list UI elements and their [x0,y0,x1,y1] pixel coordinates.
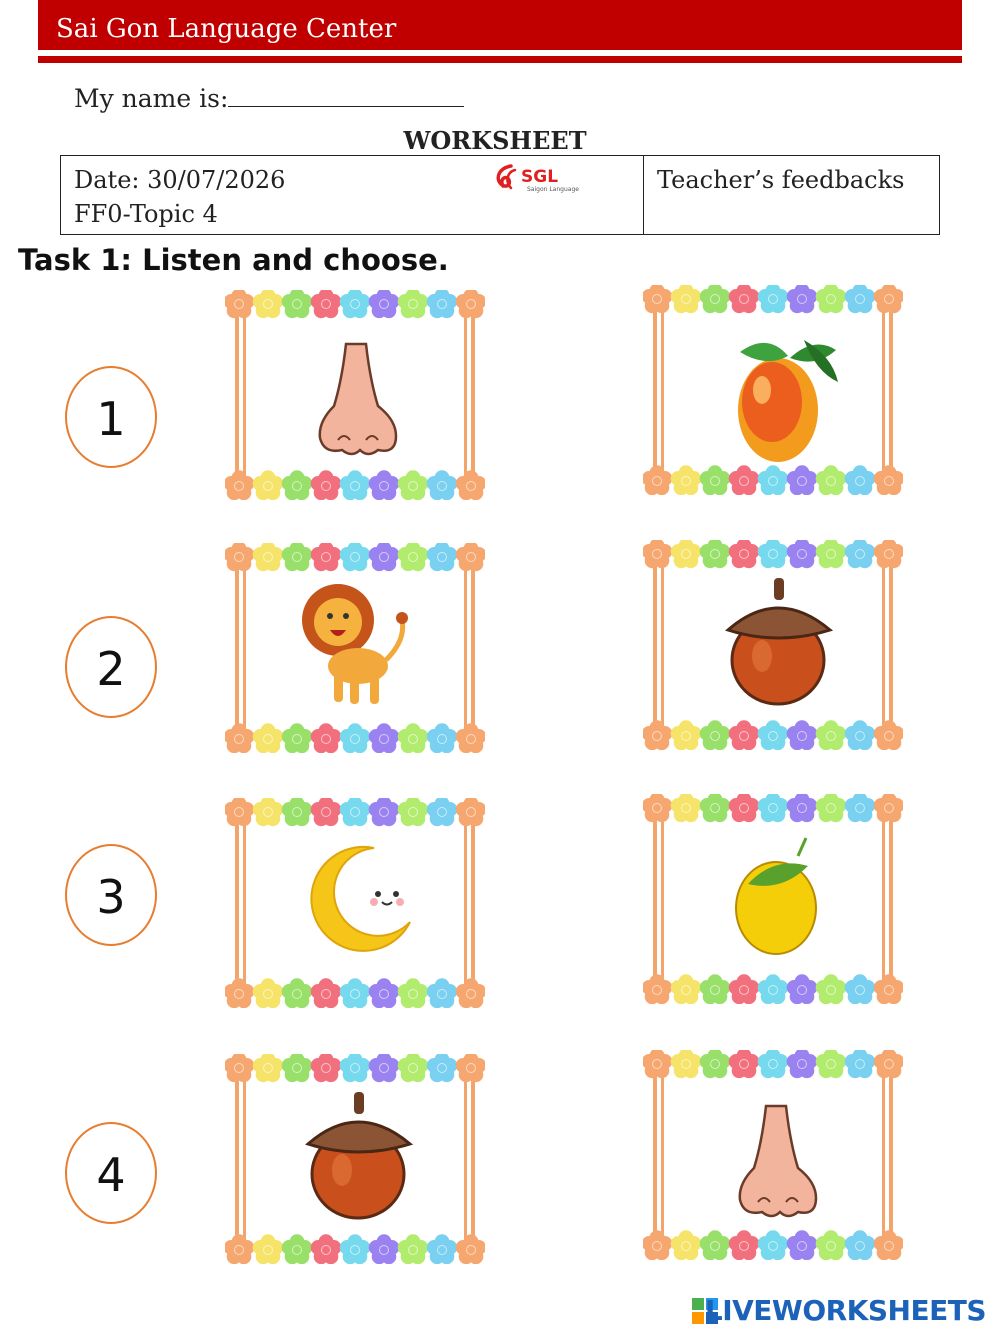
topic-text: FF0-Topic 4 [74,200,218,228]
acorn-picture [728,578,830,704]
svg-text:SGL: SGL [521,167,559,187]
name-blank[interactable] [228,82,464,107]
center-name: Sai Gon Language Center [56,14,397,44]
acorn-picture [308,1092,410,1218]
liveworksheets-brand[interactable]: LIVEWORKSHEETS [704,1294,986,1327]
name-label: My name is: [74,84,229,113]
moon-picture [311,847,410,951]
lion-picture [302,584,408,704]
question-number-3: 3 [65,844,157,946]
svg-text:Saigon Language: Saigon Language [527,186,579,193]
date-text: Date: 30/07/2026 [74,166,286,194]
sgl-logo [493,162,588,194]
worksheet-title: WORKSHEET [403,126,587,155]
mango-picture [738,340,838,462]
question-number-2: 2 [65,616,157,718]
header-banner [38,0,962,50]
info-cell-left [61,156,644,234]
teacher-feedback-label: Teacher’s feedbacks [657,166,905,194]
nose-picture [308,340,403,460]
info-table [60,155,940,235]
task-title: Task 1: Listen and choose. [18,243,449,277]
header-divider [38,56,962,63]
question-number-1: 1 [65,366,157,468]
question-number-4: 4 [65,1122,157,1224]
nose-picture [728,1102,823,1222]
name-field-row [74,82,464,113]
lemon-picture [736,838,816,954]
